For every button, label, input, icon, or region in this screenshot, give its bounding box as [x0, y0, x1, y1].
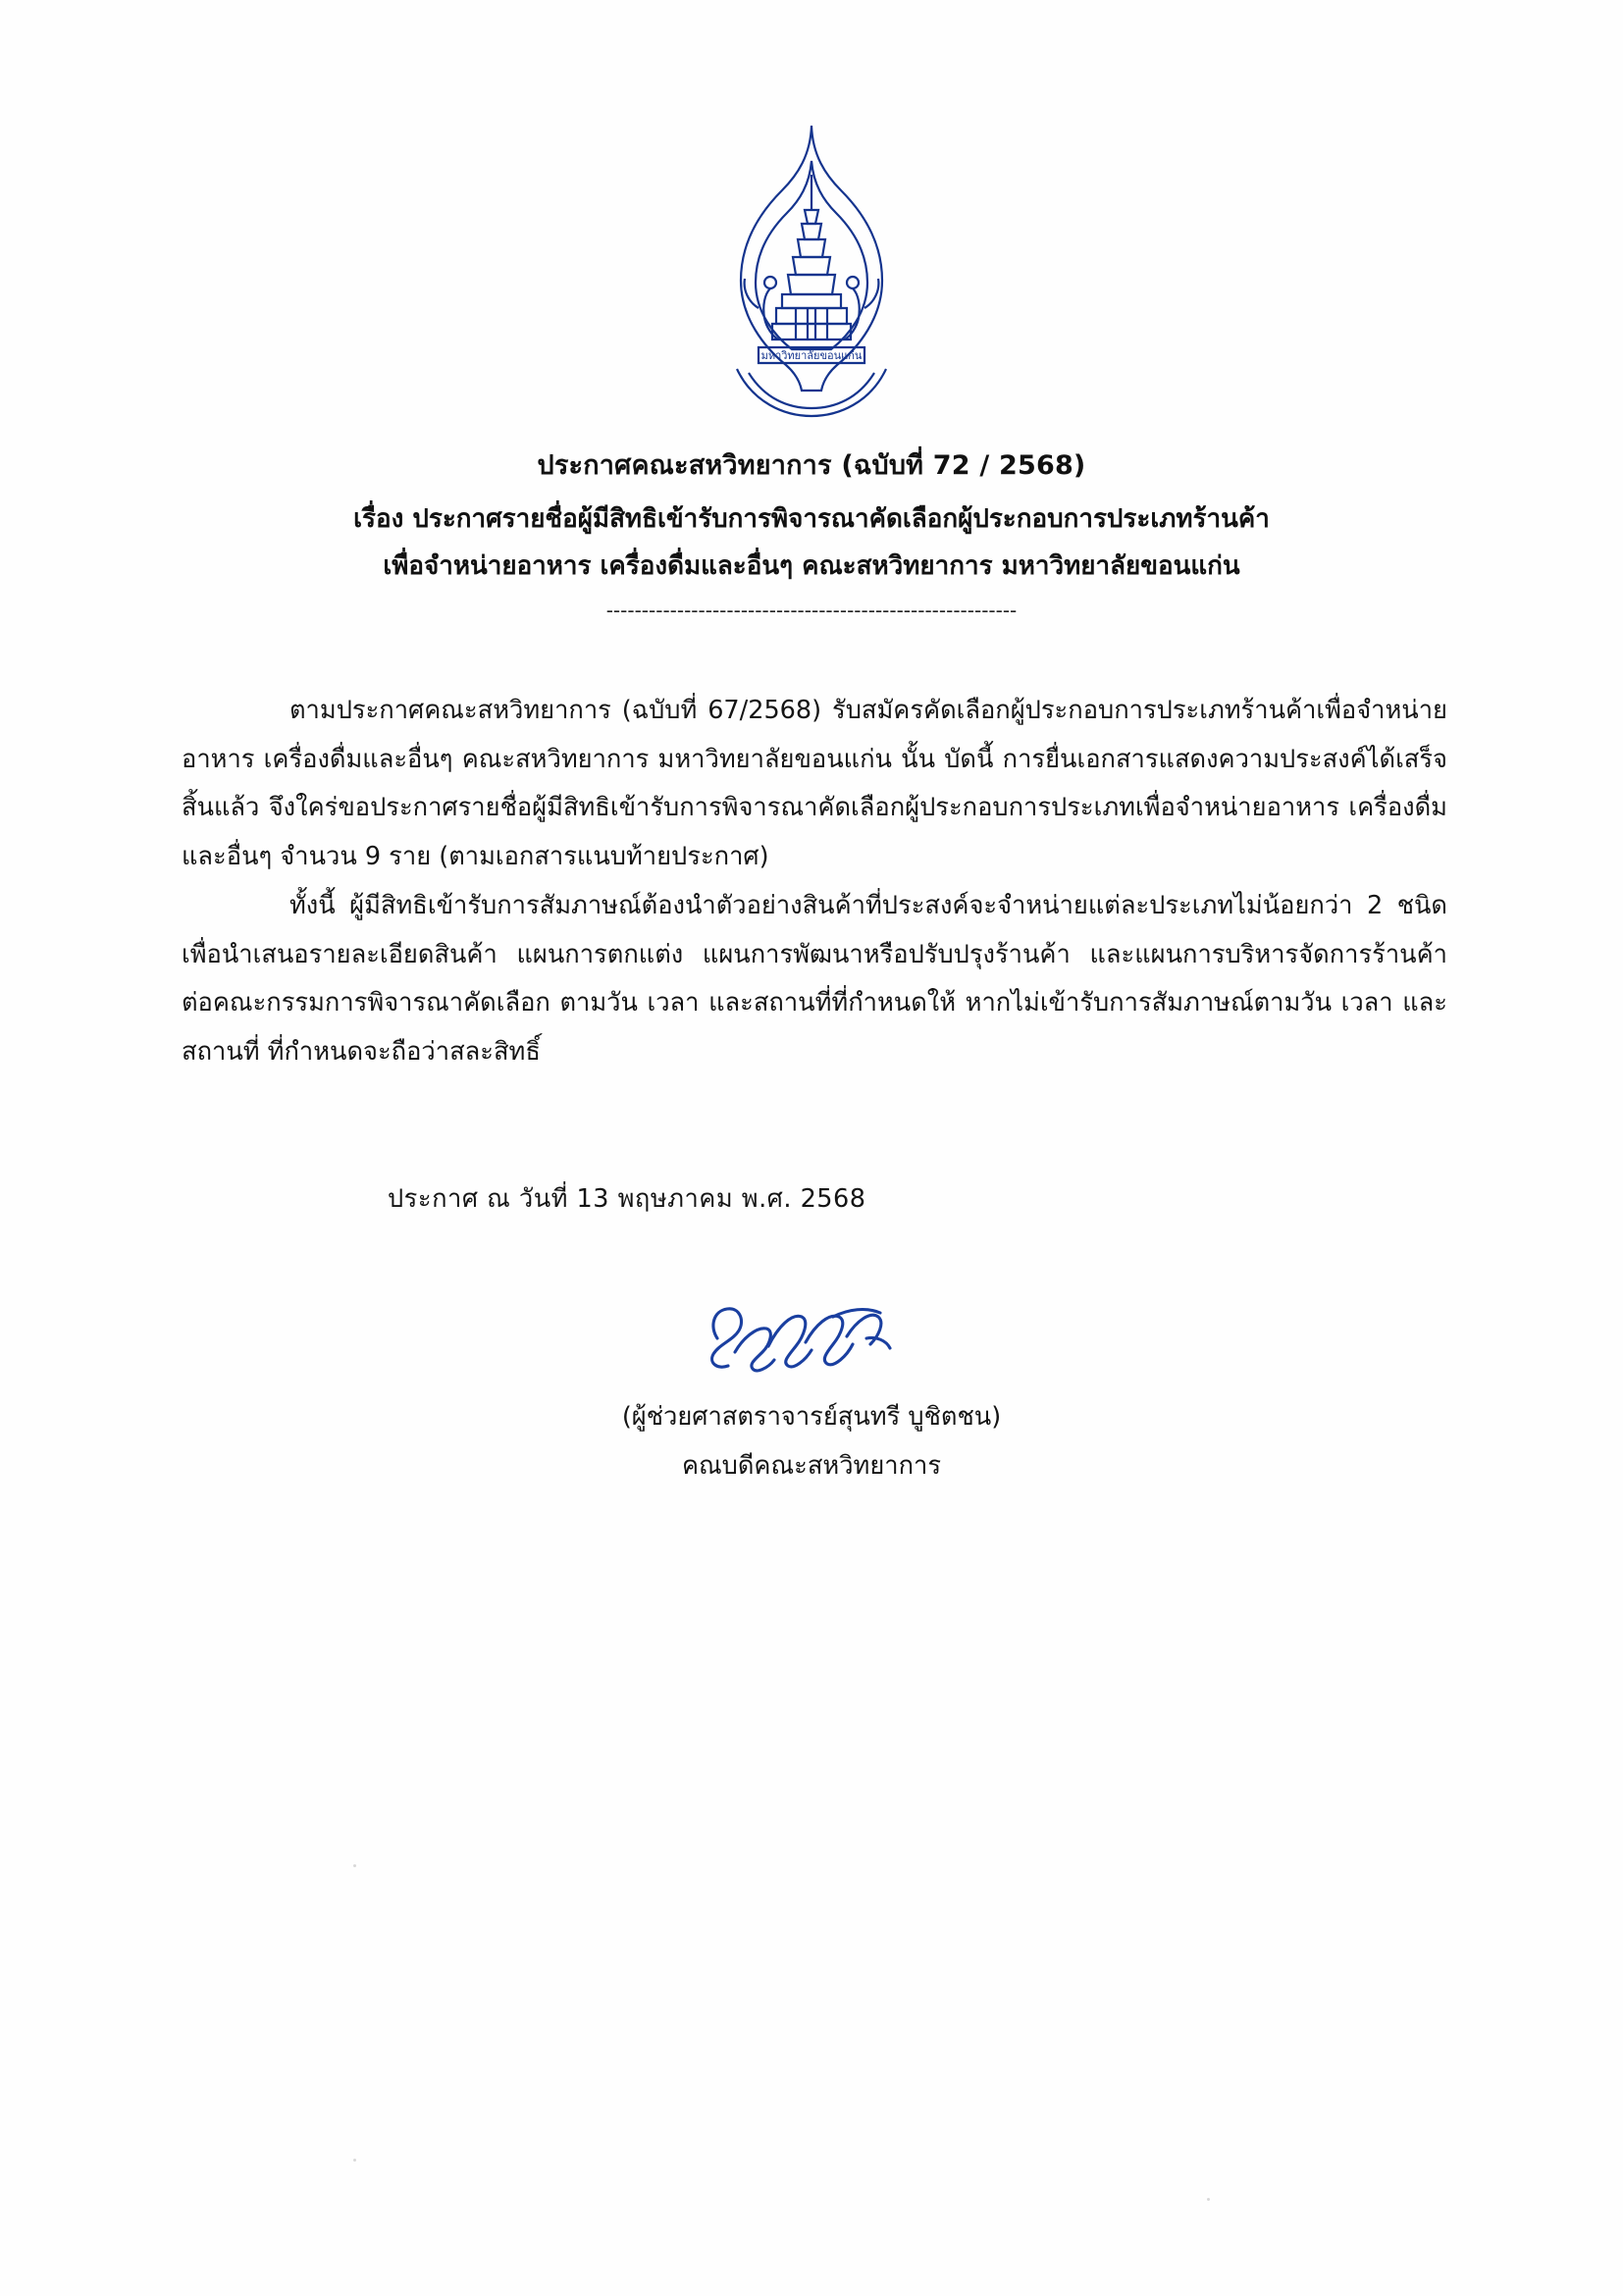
page-title: ประกาศคณะสหวิทยาการ (ฉบับที่ 72 / 2568) [537, 450, 1086, 481]
document-header [0, 446, 1623, 620]
khon-kaen-university-emblem-icon [694, 116, 929, 440]
document-subject-line-2: เพื่อจำหน่ายอาหาร เครื่องดื่มและอื่นๆ คณะสหวิทยาการ มหาวิทยาลัยขอนแก่น [383, 550, 1240, 581]
announcement-date: ประกาศ ณ วันที่ 13 พฤษภาคม พ.ศ. 2568 [388, 1184, 866, 1214]
body-paragraph-2: ทั้งนี้ ผู้มีสิทธิเข้ารับการสัมภาษณ์ต้องนำตัวอย่างสินค้าที่ประสงค์จะจำหน่ายแต่ละประเภทไม่น้อยกว่า 2 ชนิด เพื่อนำเสนอรายละเอียดสินค้า แผนการตกแต่ง แผนการพัฒนาหรือปรับปรุงร้านค้า และแผนการบริหารจัดการร้านค้า ต่อคณะกรรมการพิจารณาคัดเลือก ตามวัน เวลา และสถานที่ที่กำหนดให้ หากไม่เข้ารับการสัมภาษณ์ตามวัน เวลา และสถานที่ ที่กำหนดจะถือว่าสละสิทธิ์ [182, 890, 1447, 1068]
scan-artifact [353, 2159, 356, 2162]
header-divider: ---------------------------------------------------------- [605, 600, 1018, 620]
scan-artifact [1207, 2198, 1210, 2201]
body-paragraph-1: ตามประกาศคณะสหวิทยาการ (ฉบับที่ 67/2568) รับสมัครคัดเลือกผู้ประกอบการประเภทร้านค้าเพื่อจำหน่ายอาหาร เครื่องดื่มและอื่นๆ คณะสหวิทยาการ มหาวิทยาลัยขอนแก่น นั้น บัดนี้ การยื่นเอกสารแสดงความประสงค์ได้เสร็จสิ้นแล้ว จึงใคร่ขอประกาศรายชื่อผู้มีสิทธิเข้ารับการพิจารณาคัดเลือกผู้ประกอบการประเภทเพื่อจำหน่ายอาหาร เครื่องดื่มและอื่นๆ จำนวน 9 ราย (ตามเอกสารแนบท้ายประกาศ) [182, 696, 1447, 872]
document-subject-line-1: เรื่อง ประกาศรายชื่อผู้มีสิทธิเข้ารับการพิจารณาคัดเลือกผู้ประกอบการประเภทร้านค้า [353, 503, 1270, 534]
signer-name: (ผู้ช่วยศาสตราจารย์สุนทรี บูชิตชน) [621, 1402, 1002, 1432]
handwritten-signature-icon [684, 1266, 939, 1393]
emblem-caption-text: มหาวิทยาลัยขอนแก่น [760, 349, 863, 362]
scan-artifact [353, 1864, 356, 1867]
emblem-container [0, 116, 1623, 440]
signature-container [0, 1266, 1623, 1393]
signer-position: คณบดีคณะสหวิทยาการ [681, 1450, 942, 1481]
document-body [182, 687, 1447, 1077]
signer-block [0, 1393, 1623, 1490]
